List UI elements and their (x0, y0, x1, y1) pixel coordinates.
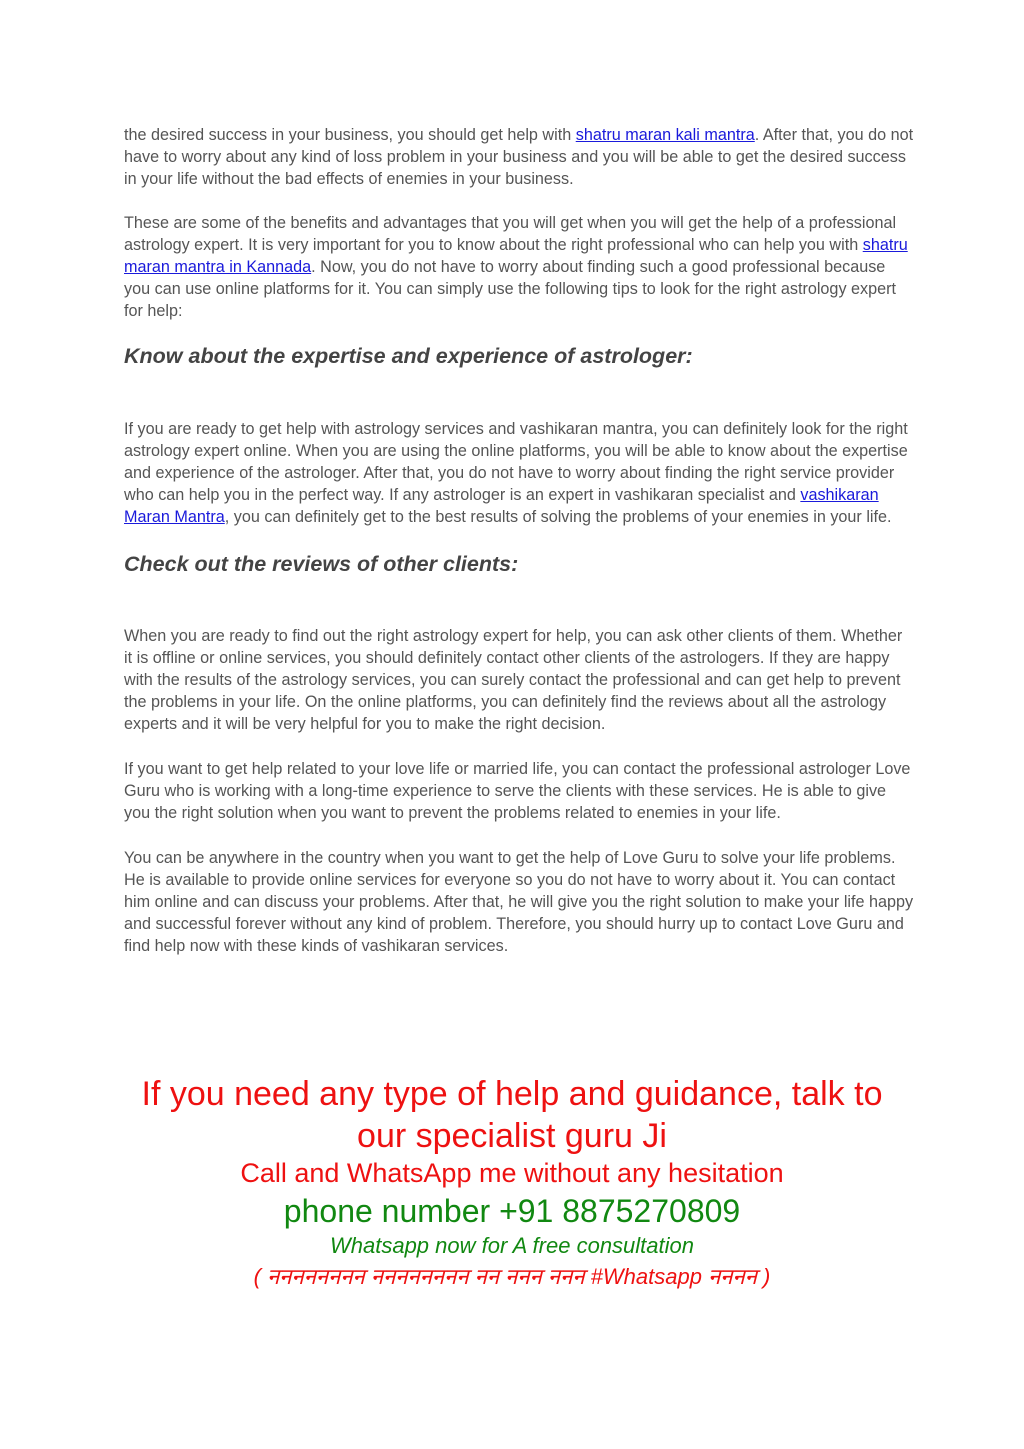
cta-hindi-line: ( नननननननन नननननननन नन ननन ननन #Whatsapp नननन ) (253, 1264, 771, 1289)
paragraph-text: the desired success in your business, you should get help with (124, 126, 576, 144)
paragraph-text: These are some of the benefits and advantages that you will get when you will get the help of a professional astrology expert. It is very important for you to know about the right professional who can help you with (124, 214, 897, 254)
cta-phone-number[interactable]: phone number +91 8875270809 (283, 1193, 741, 1229)
paragraph-text: . After that, you do not have to worry about any kind of loss problem in your business and you will be able to get the desired success in your life without the bad effects of enemies in your business. (124, 126, 914, 188)
paragraph-text: If you are ready to get help with astrology services and vashikaran mantra, you can definitely look for the right astrology expert online. When you are using the online platforms, you will be able to know about the expertise and experience of the astrologer. After that, you do not have to worry about finding the right service provider who can help you in the perfect way. If any astrologer is an expert in vashikaran specialist and (124, 420, 908, 504)
paragraph-anywhere: You can be anywhere in the country when you want to get the help of Love Guru to solve your life problems. He is available to provide online services for everyone so you do not have to worry about it. You can contact him online and can discuss your problems. After that, he will give you the right solution to make your life happy and successful forever without any kind of problem. Therefore, you should hurry up to contact Love Guru and find help now with these kinds of vashikaran services. (124, 849, 914, 955)
cta-call-whatsapp: Call and WhatsApp me without any hesitation (240, 1158, 784, 1188)
paragraph-text: . Now, you do not have to worry about finding such a good professional because you can use online platforms for it. You can simply use the following tips to look for the right astrology expert for help: (124, 258, 897, 320)
document-body (124, 124, 914, 957)
cta-headline: If you need any type of help and guidance, talk to our specialist guru Ji (141, 1075, 883, 1155)
link-vashikaran-maran-mantra[interactable]: vashikaran Maran Mantra (124, 486, 879, 526)
heading-reviews: Check out the reviews of other clients: (124, 552, 519, 576)
paragraph-text: , you can definitely get to the best results of solving the problems of your enemies in your life. (224, 508, 892, 526)
paragraph-reviews: When you are ready to find out the right astrology expert for help, you can ask other clients of them. Whether it is offline or online services, you should definitely contact other clients of the astrologers. If they are happy with the results of the astrology services, you can surely contact the professional and can get help to prevent the problems in your life. On the online platforms, you can definitely find the reviews about all the astrology experts and it will be very helpful for you to make the right decision. (124, 627, 903, 733)
heading-expertise: Know about the expertise and experience of astrologer: (124, 344, 693, 368)
link-shatru-maran-kali-mantra[interactable]: shatru maran kali mantra (575, 126, 755, 144)
cta-free-consultation: Whatsapp now for A free consultation (329, 1233, 694, 1258)
link-shatru-maran-mantra-kannada[interactable]: shatru maran mantra in Kannada (124, 236, 908, 276)
paragraph-shatru-kali (124, 124, 914, 190)
paragraph-love-guru: If you want to get help related to your love life or married life, you can contact the professional astrologer Love Guru who is working with a long-time experience to serve the clients with these services. He is able to give you the right solution when you want to prevent the problems related to enemies in your life. (124, 760, 911, 822)
paragraph-expertise (124, 418, 914, 528)
paragraph-benefits (124, 212, 914, 322)
